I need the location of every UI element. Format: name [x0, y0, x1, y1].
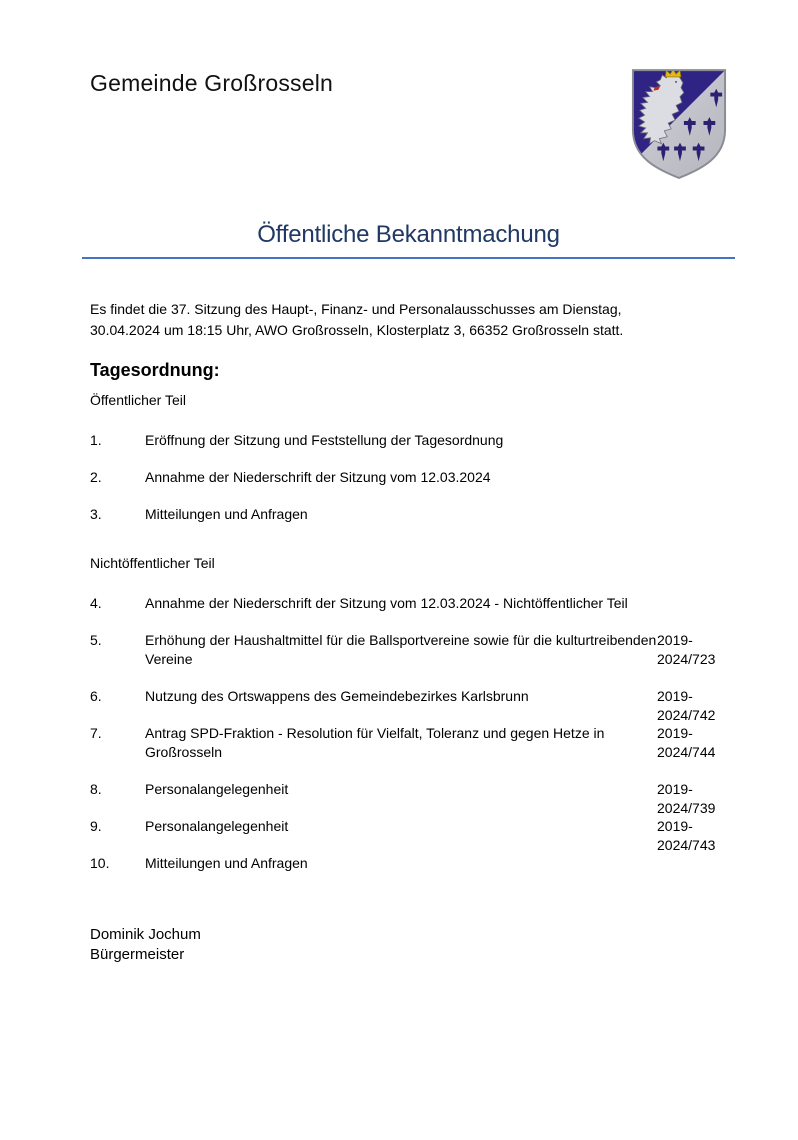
item-text: Annahme der Niederschrift der Sitzung vom 12.03.2024 [145, 469, 491, 485]
item-text: Mitteilungen und Anfragen [145, 855, 308, 871]
item-number: 5. [90, 632, 102, 648]
section-label-public: Öffentlicher Teil [90, 392, 186, 408]
item-reference: 2019-2024/739 [657, 781, 716, 816]
item-reference [657, 594, 735, 613]
item-text: Personalangelegenheit [145, 818, 289, 834]
item-text: Erhöhung der Haushaltmittel für die Ballsportvereine sowie für die kulturtreibenden Vereine [145, 632, 657, 667]
agenda-heading: Tagesordnung: [90, 360, 220, 380]
agenda-list-nonpublic [90, 594, 735, 873]
item-number: 7. [90, 725, 102, 741]
signature-block [90, 925, 201, 965]
item-number: 8. [90, 781, 102, 797]
agenda-item [90, 817, 735, 853]
item-reference: 2019-2024/723 [657, 632, 716, 667]
item-reference [657, 505, 735, 524]
item-text: Antrag SPD-Fraktion - Resolution für Vielfalt, Toleranz und gegen Hetze in Großrosseln [145, 725, 605, 760]
item-text: Personalangelegenheit [145, 781, 289, 797]
municipality-name: Gemeinde Großrosseln [90, 70, 334, 96]
item-reference [657, 468, 735, 487]
signer-role: Bürgermeister [90, 946, 185, 963]
item-reference: 2019-2024/744 [657, 725, 716, 760]
item-number: 9. [90, 818, 102, 834]
item-reference [657, 854, 735, 873]
agenda-item [90, 431, 735, 450]
item-number: 2. [90, 469, 102, 485]
item-number: 6. [90, 688, 102, 704]
agenda-item [90, 854, 735, 873]
item-reference: 2019-2024/742 [657, 688, 716, 723]
item-number: 1. [90, 432, 102, 448]
item-text: Mitteilungen und Anfragen [145, 506, 308, 522]
agenda-item [90, 594, 735, 613]
agenda-item [90, 687, 735, 723]
agenda-item [90, 780, 735, 816]
agenda-item [90, 631, 735, 669]
crest-lion-eye [675, 81, 677, 83]
meeting-notice-text: Es findet die 37. Sitzung des Haupt-, Finanz- und Personalausschusses am Dienstag, 30.04.2024 um 18:15 Uhr, AWO Großrosseln, Klosterplatz 3, 66352 Großrosseln statt. [90, 301, 624, 338]
section-label-nonpublic: Nichtöffentlicher Teil [90, 555, 215, 571]
agenda-item [90, 724, 735, 762]
item-number: 10. [90, 855, 110, 871]
agenda-list-public [90, 431, 735, 524]
item-reference [657, 431, 735, 450]
agenda-item [90, 505, 735, 524]
page-title: Öffentliche Bekanntmachung [257, 221, 560, 248]
agenda-item [90, 468, 735, 487]
title-divider [82, 257, 735, 259]
document-body [90, 299, 735, 891]
coat-of-arms-icon [630, 66, 728, 182]
item-reference: 2019-2024/743 [657, 818, 716, 853]
item-text: Nutzung des Ortswappens des Gemeindebezirkes Karlsbrunn [145, 688, 529, 704]
signer-name: Dominik Jochum [90, 926, 201, 943]
item-number: 3. [90, 506, 102, 522]
item-text: Annahme der Niederschrift der Sitzung vom 12.03.2024 - Nichtöffentlicher Teil [145, 595, 628, 611]
item-number: 4. [90, 595, 102, 611]
item-text: Eröffnung der Sitzung und Feststellung der Tagesordnung [145, 432, 504, 448]
